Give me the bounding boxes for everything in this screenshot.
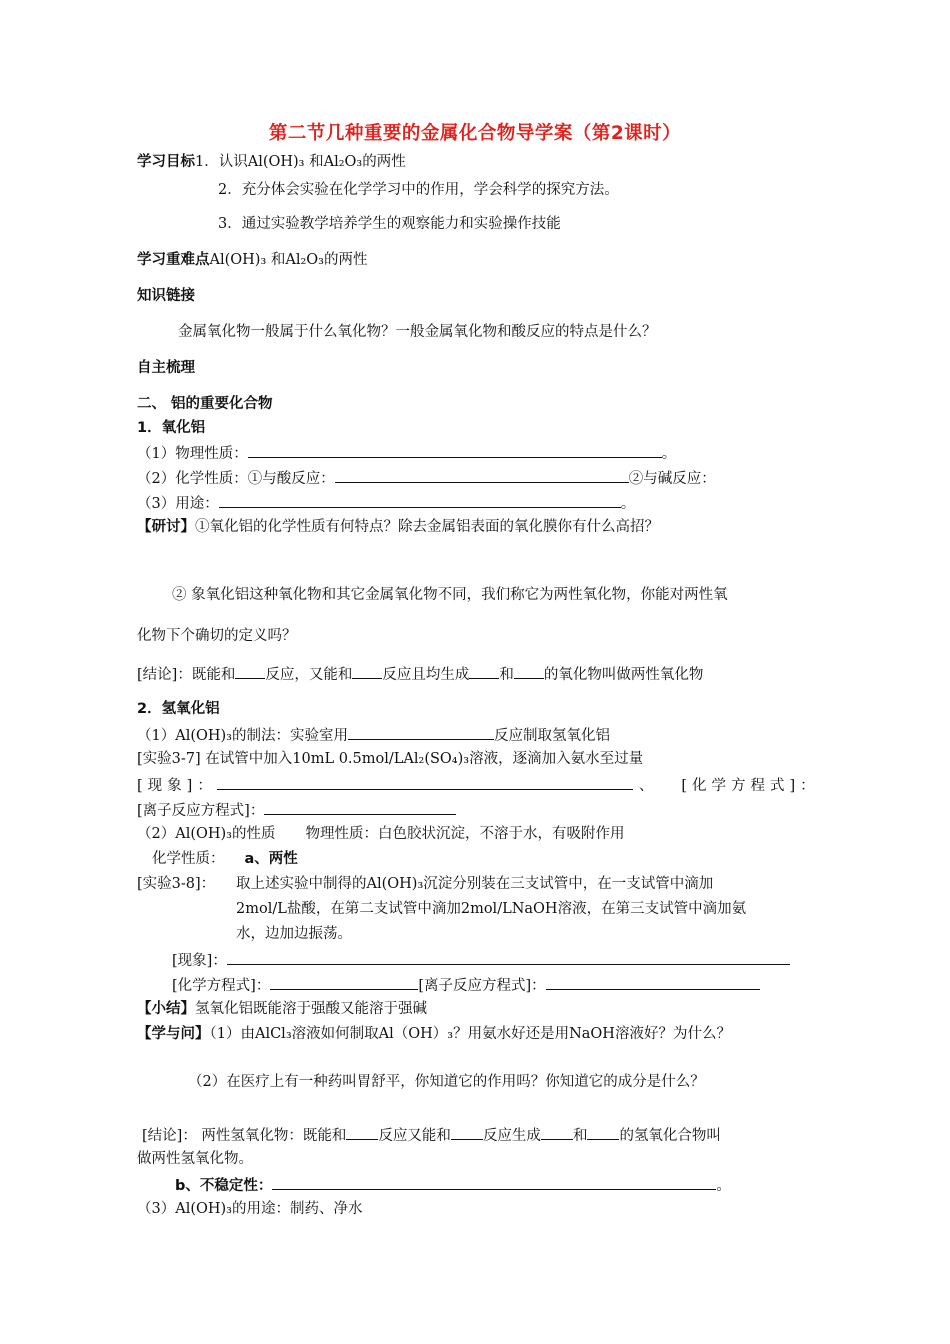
ionic-equation (137, 799, 456, 821)
answer-blank[interactable] (451, 1124, 483, 1140)
separator: 、 (638, 778, 654, 794)
hydroxide-properties (137, 824, 625, 844)
answer-blank[interactable] (264, 799, 456, 815)
ionic-label: [离子反应方程式]： (418, 978, 546, 994)
answer-blank[interactable] (270, 974, 418, 990)
conclusion-text: 反应又能和 (378, 1128, 451, 1144)
key-text: Al(OH)₃ 和Al₂O₃的两性 (209, 252, 368, 268)
conclusion-text: [结论]：既能和 (137, 667, 236, 683)
answer-blank[interactable] (587, 1124, 619, 1140)
phenomenon-label: [现象]： (137, 778, 217, 794)
knowledge-link-question: 金属氧化物一般属于什么氧化物？一般金属氧化物和酸反应的特点是什么？ (178, 324, 657, 340)
instability-label: b、不稳定性： (175, 1178, 273, 1194)
answer-blank[interactable] (335, 467, 629, 483)
preparation-text: （1）Al(OH)₃的制法：实验室用 (137, 728, 348, 744)
summary-text: 氢氧化铝既能溶于强酸又能溶于强碱 (195, 1001, 427, 1017)
page-title: 第二节几种重要的金属化合物导学案（第2课时） (268, 123, 682, 144)
goals-label: 学习目标 (137, 154, 195, 170)
properties-label: （2）Al(OH)₃的性质 (137, 826, 276, 842)
preparation-text: 反应制取氢氧化铝 (494, 728, 610, 744)
answer-blank[interactable] (248, 442, 662, 458)
experiment-3-8-line-2: 2mol/L盐酸，在第二支试管中滴加2mol/LNaOH溶液，在第三支试管中滴加氨 (236, 901, 747, 917)
experiment-3-7-phenomenon (137, 774, 820, 796)
amphoteric-label: a、两性 (244, 851, 298, 867)
hydroxide-preparation (137, 724, 610, 746)
physical-label: （1）物理性质： (137, 446, 248, 462)
discussion-label: 【研讨】 (137, 519, 195, 535)
answer-blank[interactable] (469, 663, 499, 679)
hydroxide-use: （3）Al(OH)₃的用途：制药、净水 (137, 1201, 363, 1217)
goal-2: 2．充分体会实验在化学学习中的作用，学会科学的探究方法。 (218, 182, 619, 198)
summary-label: 【小结】 (137, 1001, 195, 1017)
section-heading: 二、 铝的重要化合物 (137, 396, 273, 412)
alumina-heading: 1．氧化铝 (137, 420, 206, 436)
conclusion-text: 和 (499, 667, 514, 683)
key-points (137, 250, 368, 270)
period: 。 (716, 1178, 731, 1194)
experiment-3-8-equations (172, 974, 760, 996)
phenomenon-label: [现象]： (172, 953, 227, 969)
hydroxide-heading: 2．氢氧化铝 (137, 701, 220, 717)
conclusion-text: 的氢氧化合物叫 (619, 1128, 721, 1144)
conclusion-text: [结论]： 两性氢氧化物：既能和 (142, 1128, 347, 1144)
answer-blank[interactable] (219, 492, 621, 508)
study-question-1 (137, 1024, 731, 1044)
answer-blank[interactable] (346, 1124, 378, 1140)
answer-blank[interactable] (235, 663, 265, 679)
summary (137, 999, 427, 1019)
answer-blank[interactable] (348, 724, 494, 740)
alumina-use (137, 492, 635, 514)
chemical-label: （2）化学性质：①与酸反应： (137, 471, 335, 487)
conclusion-text: 和 (572, 1128, 588, 1144)
discussion (137, 517, 659, 537)
discussion-text: ①氧化铝的化学性质有何特点？除去金属铝表面的氧化膜你有什么高招？ (195, 519, 659, 535)
goal-3: 3．通过实验教学培养学生的观察能力和实验操作技能 (218, 216, 561, 232)
learning-goals (137, 152, 406, 172)
experiment-3-8-line-1: 取上述实验中制得的Al(OH)₃沉淀分别装在三支试管中，在一支试管中滴加 (236, 876, 714, 892)
answer-blank[interactable] (541, 1124, 573, 1140)
conclusion-text: 反应，又能和 (265, 667, 353, 683)
answer-blank[interactable] (227, 949, 790, 965)
knowledge-link-heading: 知识链接 (137, 288, 195, 304)
experiment-3-8-label: [实验3-8]： (137, 876, 216, 892)
conclusion-text: 的氧化物叫做两性氧化物 (543, 667, 704, 683)
answer-blank[interactable] (352, 663, 382, 679)
answer-blank[interactable] (217, 774, 633, 790)
experiment-3-8-phenomenon (172, 949, 790, 971)
study-question-2: （2）在医疗上有一种药叫胃舒平，你知道它的作用吗？你知道它的成分是什么？ (188, 1074, 705, 1090)
answer-blank[interactable] (272, 1174, 716, 1190)
hydroxide-conclusion (142, 1124, 721, 1146)
study-question-text: （1）由AlCl₃溶液如何制取Al（OH）₃？用氨水好还是用NaOH溶液好？为什么？ (209, 1026, 731, 1042)
physical-properties: 物理性质：白色胶状沉淀，不溶于水，有吸附作用 (305, 826, 625, 842)
study-question-label: 【学与问】 (137, 1026, 210, 1042)
hydroxide-conclusion-cont: 做两性氢氧化物。 (137, 1151, 253, 1167)
self-study-heading: 自主梳理 (137, 360, 195, 376)
alumina-physical (137, 442, 676, 464)
amphoteric-question-2: 化物下个确切的定义吗？ (137, 628, 297, 644)
oxide-conclusion (137, 663, 703, 685)
period: 。 (661, 446, 677, 462)
equation-label: [化学方程式]： (681, 778, 820, 794)
conclusion-text: 反应且均生成 (382, 667, 470, 683)
answer-blank[interactable] (546, 974, 760, 990)
with-base-label: ②与碱反应： (628, 471, 716, 487)
instability (175, 1174, 731, 1196)
chemical-properties (152, 849, 298, 869)
period: 。 (620, 496, 636, 512)
chemical-properties-label: 化学性质： (152, 851, 225, 867)
answer-blank[interactable] (514, 663, 544, 679)
conclusion-text: 反应生成 (482, 1128, 541, 1144)
experiment-3-7: [实验3-7] 在试管中加入10mL 0.5mol/LAl₂(SO₄)₃溶液，逐滴加入氨水至过量 (137, 751, 644, 767)
key-label: 学习重难点 (137, 252, 210, 268)
amphoteric-question-1: ② 象氧化铝这种氧化物和其它金属氧化物不同，我们称它为两性氧化物，你能对两性氧 (172, 587, 728, 603)
experiment-3-8-line-3: 水，边加边振荡。 (236, 926, 352, 942)
alumina-chemical (137, 467, 716, 489)
use-label: （3）用途： (137, 496, 219, 512)
equation-label: [化学方程式]： (172, 978, 271, 994)
ionic-label: [离子反应方程式]： (137, 803, 265, 819)
goal-1: 1．认识Al(OH)₃ 和Al₂O₃的两性 (195, 154, 406, 170)
